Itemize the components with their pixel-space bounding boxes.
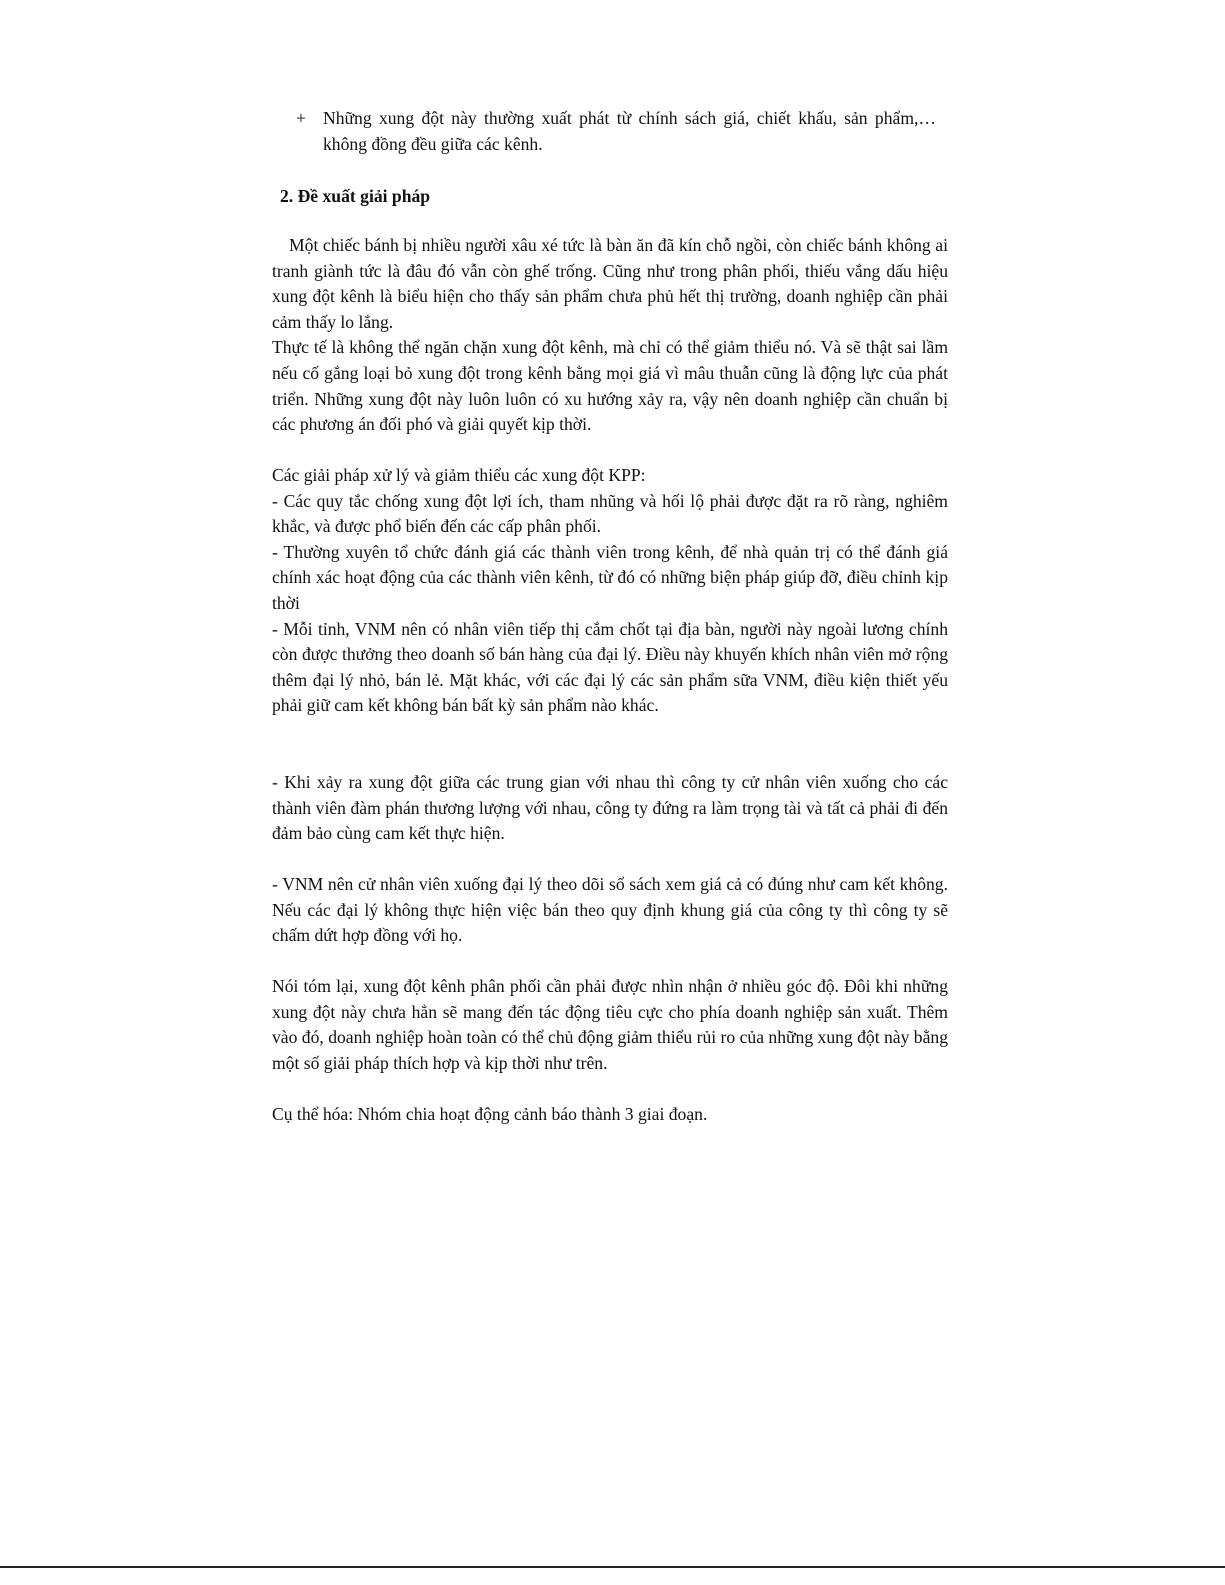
specifics-paragraph: Cụ thể hóa: Nhóm chia hoạt động cảnh báo thành 3 giai đoạn.	[272, 1104, 708, 1124]
solution-item-1: - Các quy tắc chống xung đột lợi ích, tham nhũng và hối lộ phải được đặt ra rõ ràng, nghiêm khắc, và được phổ biến đến các cấp phân phối.	[272, 490, 948, 537]
bullet-text: Những xung đột này thường xuất phát từ chính sách giá, chiết khấu, sản phẩm,… không đồng đều giữa các kênh.	[323, 108, 936, 154]
solution-item-5-block	[272, 872, 948, 949]
intro-section	[272, 233, 948, 438]
solutions-title: Các giải pháp xử lý và giảm thiểu các xung đột KPP:	[272, 465, 646, 485]
intro-paragraph-1: Một chiếc bánh bị nhiều người xâu xé tức là bàn ăn đã kín chỗ ngồi, còn chiếc bánh không ai tranh giành tức là đâu đó vẫn còn ghế trống. Cũng như trong phân phối, thiếu vắng dấu hiệu xung đột kênh là biểu hiện cho thấy sản phẩm chưa phủ hết thị trường, doanh nghiệp cần phải cảm thấy lo lắng.	[272, 235, 948, 332]
bullet-marker: +	[296, 108, 306, 128]
section-heading: 2. Đề xuất giải pháp	[280, 186, 431, 206]
solution-item-3: - Mỗi tỉnh, VNM nên có nhân viên tiếp thị cắm chốt tại địa bàn, người này ngoài lương chính còn được thưởng theo doanh số bán hàng của đại lý. Điều này khuyến khích nhân viên mở rộng thêm đại lý nhỏ, bán lẻ. Mặt khác, với các đại lý các sản phẩm sữa VNM, điều kiện thiết yếu phải giữ cam kết không bán bất kỳ sản phẩm nào khác.	[272, 618, 948, 716]
solution-item-4-block	[272, 770, 948, 847]
intro-paragraph-2: Thực tế là không thể ngăn chặn xung đột kênh, mà chỉ có thể giảm thiểu nó. Và sẽ thật sai lầm nếu cố gắng loại bỏ xung đột trong kênh bằng mọi giá vì mâu thuẫn cũng là động lực của phát triển. Những xung đột này luôn luôn có xu hướng xảy ra, vậy nên doanh nghiệp cần chuẩn bị các phương án đối phó và giải quyết kịp thời.	[272, 337, 948, 435]
conclusion-paragraph: Nói tóm lại, xung đột kênh phân phối cần phải được nhìn nhận ở nhiều góc độ. Đôi khi những xung đột này chưa hẳn sẽ mang đến tác động tiêu cực cho phía doanh nghiệp sản xuất. Thêm vào đó, doanh nghiệp hoàn toàn có thể chủ động giảm thiểu rủi ro của những xung đột này bằng một số giải pháp thích hợp và kịp thời như trên.	[272, 976, 948, 1073]
solution-item-2: - Thường xuyên tổ chức đánh giá các thành viên trong kênh, để nhà quản trị có thể đánh giá chính xác hoạt động của các thành viên kênh, từ đó có những biện pháp giúp đỡ, điều chỉnh kịp thời	[272, 541, 948, 613]
solution-item-4: - Khi xảy ra xung đột giữa các trung gian với nhau thì công ty cử nhân viên xuống cho các thành viên đàm phán thương lượng với nhau, công ty đứng ra làm trọng tài và tất cả phải đi đến đảm bảo cùng cam kết thực hiện.	[272, 772, 948, 844]
page-bottom-rule	[0, 1566, 1225, 1568]
solution-item-5: - VNM nên cử nhân viên xuống đại lý theo dõi sổ sách xem giá cả có đúng như cam kết không. Nếu các đại lý không thực hiện việc bán theo quy định khung giá của công ty thì công ty sẽ chấm dứt hợp đồng với họ.	[272, 874, 948, 946]
conclusion-block	[272, 974, 948, 1076]
specifics-block	[272, 1102, 948, 1128]
solutions-section	[272, 463, 948, 719]
bullet-item	[296, 106, 936, 157]
